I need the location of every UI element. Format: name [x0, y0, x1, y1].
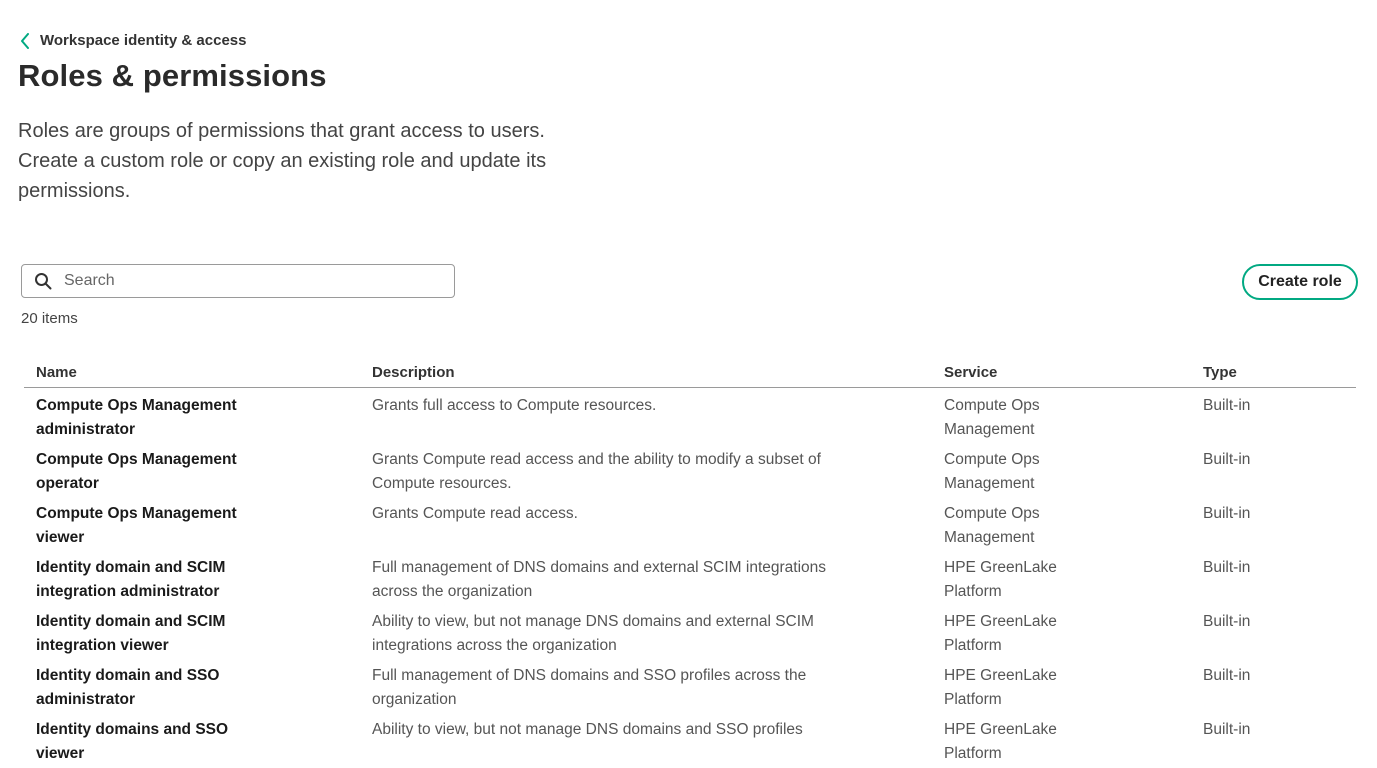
search-box[interactable]	[21, 264, 455, 298]
role-name[interactable]: Compute Ops Management operator	[36, 451, 237, 492]
role-service: Compute Ops Management	[944, 451, 1040, 492]
role-service: HPE GreenLake Platform	[944, 559, 1057, 600]
table-row[interactable]	[24, 718, 1356, 768]
item-count: 20 items	[21, 310, 78, 327]
table-row[interactable]	[24, 556, 1356, 610]
role-type: Built-in	[1203, 613, 1251, 630]
column-header-type[interactable]: Type	[1203, 364, 1237, 381]
table-body	[24, 394, 1356, 768]
role-description: Grants Compute read access.	[372, 505, 578, 522]
role-name[interactable]: Compute Ops Management viewer	[36, 505, 237, 546]
page-description: Roles are groups of permissions that grant access to users. Create a custom role or copy an existing role and update its permissions.	[18, 120, 547, 202]
role-service: Compute Ops Management	[944, 505, 1040, 546]
role-name[interactable]: Identity domains and SSO viewer	[36, 721, 229, 762]
back-link-label: Workspace identity & access	[40, 32, 247, 49]
role-type: Built-in	[1203, 667, 1251, 684]
role-service: HPE GreenLake Platform	[944, 667, 1057, 708]
table-header	[24, 360, 1356, 388]
table-row[interactable]	[24, 448, 1356, 502]
role-description: Grants full access to Compute resources.	[372, 397, 657, 414]
column-header-description[interactable]: Description	[372, 364, 455, 381]
role-type: Built-in	[1203, 721, 1251, 738]
table-row[interactable]	[24, 394, 1356, 448]
roles-table	[24, 360, 1356, 768]
column-header-name[interactable]: Name	[36, 364, 77, 381]
role-type: Built-in	[1203, 559, 1251, 576]
table-row[interactable]	[24, 610, 1356, 664]
create-role-button[interactable]: Create role	[1242, 264, 1358, 300]
role-description: Ability to view, but not manage DNS domains and external SCIM integrations across the organization	[372, 613, 814, 654]
role-service: HPE GreenLake Platform	[944, 721, 1057, 762]
role-type: Built-in	[1203, 505, 1251, 522]
table-row[interactable]	[24, 664, 1356, 718]
role-description: Full management of DNS domains and SSO profiles across the organization	[372, 667, 807, 708]
role-service: Compute Ops Management	[944, 397, 1040, 438]
search-icon	[34, 272, 52, 290]
search-input[interactable]	[62, 271, 426, 291]
page-title: Roles & permissions	[18, 58, 327, 93]
role-type: Built-in	[1203, 451, 1251, 468]
role-service: HPE GreenLake Platform	[944, 613, 1057, 654]
role-description: Full management of DNS domains and external SCIM integrations across the organization	[372, 559, 827, 600]
role-name[interactable]: Compute Ops Management administrator	[36, 397, 237, 438]
table-row[interactable]	[24, 502, 1356, 556]
role-name[interactable]: Identity domain and SCIM integration viewer	[36, 613, 226, 654]
back-link[interactable]	[20, 32, 246, 49]
role-description: Grants Compute read access and the ability to modify a subset of Compute resources.	[372, 451, 821, 492]
column-header-service[interactable]: Service	[944, 364, 998, 381]
role-description: Ability to view, but not manage DNS domains and SSO profiles	[372, 721, 803, 738]
role-name[interactable]: Identity domain and SCIM integration administrator	[36, 559, 226, 600]
role-type: Built-in	[1203, 397, 1251, 414]
role-name[interactable]: Identity domain and SSO administrator	[36, 667, 220, 708]
chevron-left-icon	[20, 33, 30, 49]
